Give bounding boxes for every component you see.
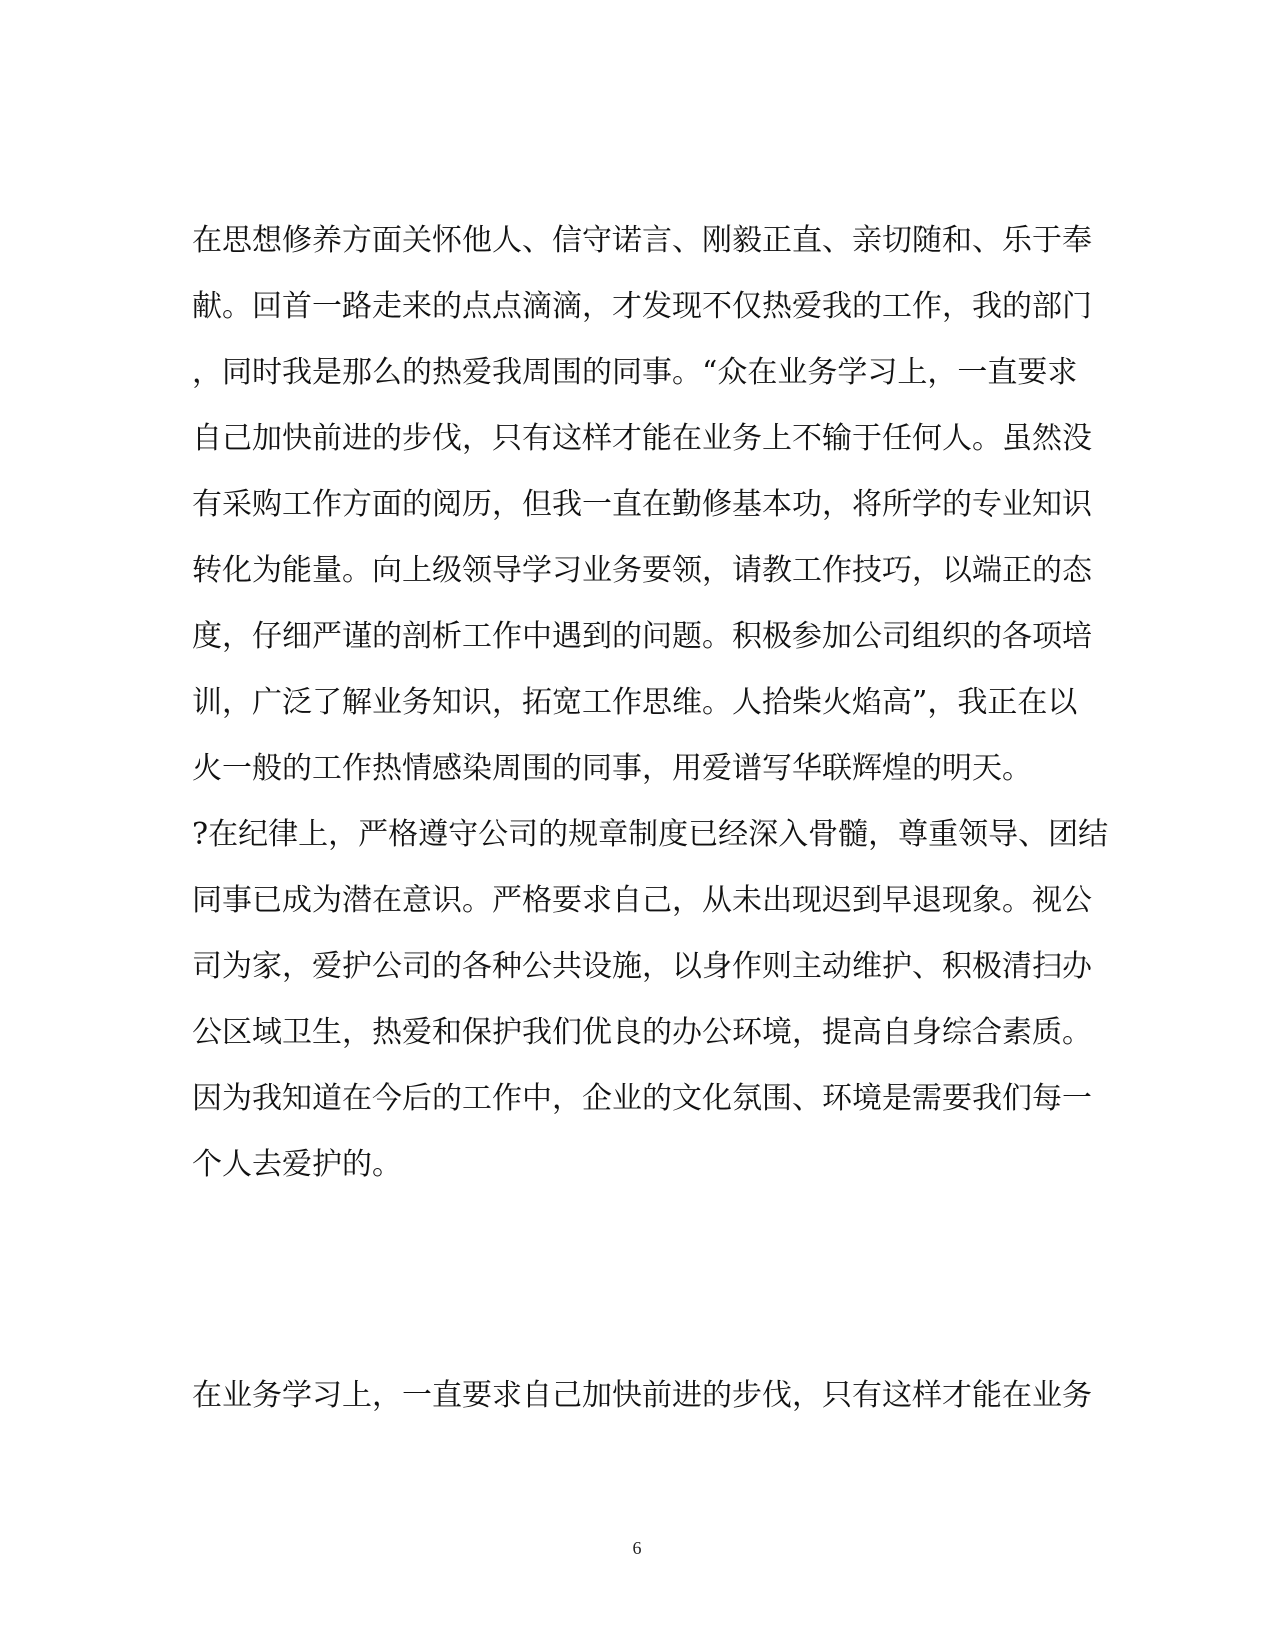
page-number: 6 (632, 1538, 642, 1558)
text-line: 度，仔细严谨的剖析工作中遇到的问题。积极参加公司组织的各项培 (192, 619, 1092, 654)
text-line: 火一般的工作热情感染周围的同事，用爱谱写华联辉煌的明天。 (192, 751, 1032, 786)
text-line: ?在纪律上，严格遵守公司的规章制度已经深入骨髓，尊重领导、团结 (192, 817, 1109, 852)
text-line: 献。回首一路走来的点点滴滴，才发现不仅热爱我的工作，我的部门 (192, 289, 1092, 324)
text-line: 在思想修养方面关怀他人、信守诺言、刚毅正直、亲切随和、乐于奉 (192, 223, 1092, 258)
text-line: 转化为能量。向上级领导学习业务要领，请教工作技巧，以端正的态 (192, 553, 1092, 588)
text-line: ，同时我是那么的热爱我周围的同事。“众在业务学习上，一直要求 (192, 355, 1078, 390)
text-line: 训，广泛了解业务知识，拓宽工作思维。人拾柴火焰高”，我正在以 (192, 685, 1078, 720)
text-line: 司为家，爱护公司的各种公共设施，以身作则主动维护、积极清扫办 (192, 949, 1092, 984)
text-line: 自己加快前进的步伐，只有这样才能在业务上不输于任何人。虽然没 (192, 421, 1092, 456)
text-line: 在业务学习上，一直要求自己加快前进的步伐，只有这样才能在业务 (192, 1378, 1092, 1413)
text-line: 公区域卫生，热爱和保护我们优良的办公环境，提高自身综合素质。 (192, 1015, 1092, 1050)
text-line: 同事已成为潜在意识。严格要求自己，从未出现迟到早退现象。视公 (192, 883, 1092, 918)
text-line: 有采购工作方面的阅历，但我一直在勤修基本功，将所学的专业知识 (192, 487, 1092, 522)
text-line: 因为我知道在今后的工作中，企业的文化氛围、环境是需要我们每一 (192, 1081, 1092, 1116)
text-line: 个人去爱护的。 (192, 1147, 402, 1182)
